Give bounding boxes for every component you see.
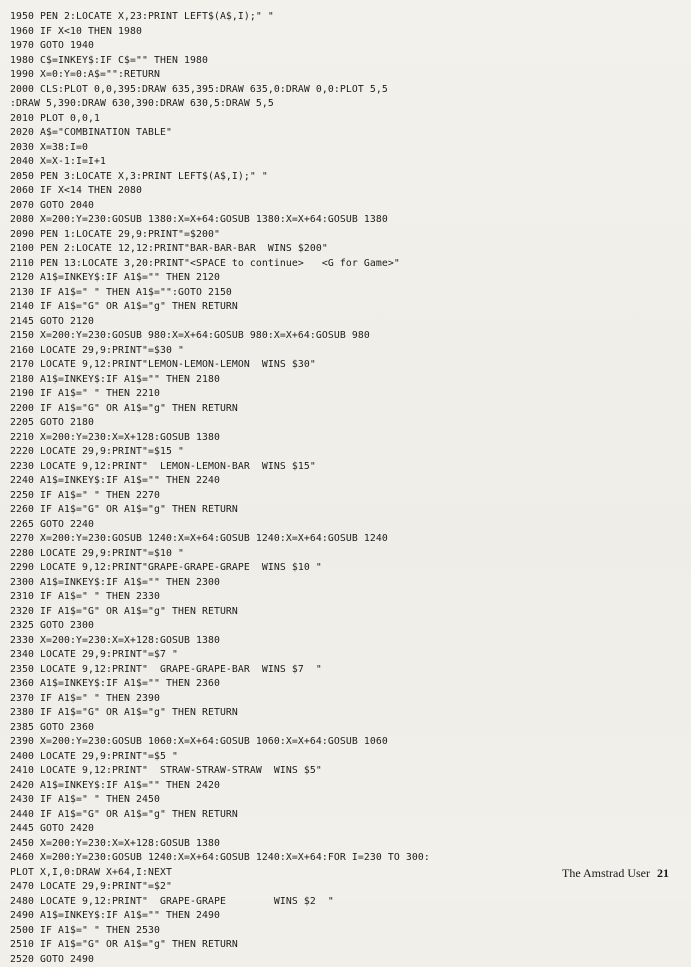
code-line: 2145 GOTO 2120 [10, 315, 680, 330]
code-line: 2265 GOTO 2240 [10, 518, 680, 533]
code-line: 2470 LOCATE 29,9:PRINT"=$2" [10, 880, 680, 895]
code-line: 2360 A1$=INKEY$:IF A1$="" THEN 2360 [10, 677, 680, 692]
code-line: 2490 A1$=INKEY$:IF A1$="" THEN 2490 [10, 909, 680, 924]
code-line: 1960 IF X<10 THEN 1980 [10, 25, 680, 40]
code-line: 2520 GOTO 2490 [10, 953, 680, 967]
code-line: 2230 LOCATE 9,12:PRINT" LEMON-LEMON-BAR WINS $15" [10, 460, 680, 475]
code-line: 2205 GOTO 2180 [10, 416, 680, 431]
code-line: 2400 LOCATE 29,9:PRINT"=$5 " [10, 750, 680, 765]
code-line: 1990 X=0:Y=0:A$="":RETURN [10, 68, 680, 83]
code-line: 2080 X=200:Y=230:GOSUB 1380:X=X+64:GOSUB 1380:X=X+64:GOSUB 1380 [10, 213, 680, 228]
code-line: 2450 X=200:Y=230:X=X+128:GOSUB 1380 [10, 837, 680, 852]
code-line: 2460 X=200:Y=230:GOSUB 1240:X=X+64:GOSUB 1240:X=X+64:FOR I=230 TO 300: [10, 851, 680, 866]
code-line: 2430 IF A1$=" " THEN 2450 [10, 793, 680, 808]
page-number: 21 [657, 866, 669, 880]
code-line: 2040 X=X-1:I=I+1 [10, 155, 680, 170]
code-line: 2380 IF A1$="G" OR A1$="g" THEN RETURN [10, 706, 680, 721]
code-line: :DRAW 5,390:DRAW 630,390:DRAW 630,5:DRAW 5,5 [10, 97, 680, 112]
code-line: 2200 IF A1$="G" OR A1$="g" THEN RETURN [10, 402, 680, 417]
publication-name: The Amstrad User [562, 866, 650, 880]
code-line: 2410 LOCATE 9,12:PRINT" STRAW-STRAW-STRAW WINS $5" [10, 764, 680, 779]
code-line: 2310 IF A1$=" " THEN 2330 [10, 590, 680, 605]
page-footer [562, 866, 669, 881]
code-line: 2140 IF A1$="G" OR A1$="g" THEN RETURN [10, 300, 680, 315]
code-line: 2260 IF A1$="G" OR A1$="g" THEN RETURN [10, 503, 680, 518]
code-line: 2070 GOTO 2040 [10, 199, 680, 214]
code-line: 2060 IF X<14 THEN 2080 [10, 184, 680, 199]
code-line: 2130 IF A1$=" " THEN A1$="":GOTO 2150 [10, 286, 680, 301]
code-line: 2340 LOCATE 29,9:PRINT"=$7 " [10, 648, 680, 663]
code-line: 2110 PEN 13:LOCATE 3,20:PRINT"<SPACE to continue> <G for Game>" [10, 257, 680, 272]
code-line: 2390 X=200:Y=230:GOSUB 1060:X=X+64:GOSUB 1060:X=X+64:GOSUB 1060 [10, 735, 680, 750]
code-line: 1980 C$=INKEY$:IF C$="" THEN 1980 [10, 54, 680, 69]
code-line: 2170 LOCATE 9,12:PRINT"LEMON-LEMON-LEMON WINS $30" [10, 358, 680, 373]
code-line: 2370 IF A1$=" " THEN 2390 [10, 692, 680, 707]
code-line: PLOT X,I,0:DRAW X+64,I:NEXT [10, 866, 680, 881]
code-line: 2000 CLS:PLOT 0,0,395:DRAW 635,395:DRAW 635,0:DRAW 0,0:PLOT 5,5 [10, 83, 680, 98]
code-line: 2510 IF A1$="G" OR A1$="g" THEN RETURN [10, 938, 680, 953]
code-line: 2030 X=38:I=0 [10, 141, 680, 156]
code-line: 2050 PEN 3:LOCATE X,3:PRINT LEFT$(A$,I);" " [10, 170, 680, 185]
code-line: 2320 IF A1$="G" OR A1$="g" THEN RETURN [10, 605, 680, 620]
code-line: 2290 LOCATE 9,12:PRINT"GRAPE-GRAPE-GRAPE WINS $10 " [10, 561, 680, 576]
code-line: 2150 X=200:Y=230:GOSUB 980:X=X+64:GOSUB 980:X=X+64:GOSUB 980 [10, 329, 680, 344]
code-line: 2100 PEN 2:LOCATE 12,12:PRINT"BAR-BAR-BAR WINS $200" [10, 242, 680, 257]
code-line: 2020 A$="COMBINATION TABLE" [10, 126, 680, 141]
code-line: 1970 GOTO 1940 [10, 39, 680, 54]
code-line: 2440 IF A1$="G" OR A1$="g" THEN RETURN [10, 808, 680, 823]
code-line: 2190 IF A1$=" " THEN 2210 [10, 387, 680, 402]
code-line: 2500 IF A1$=" " THEN 2530 [10, 924, 680, 939]
code-line: 2160 LOCATE 29,9:PRINT"=$30 " [10, 344, 680, 359]
code-line: 2385 GOTO 2360 [10, 721, 680, 736]
code-line: 2180 A1$=INKEY$:IF A1$="" THEN 2180 [10, 373, 680, 388]
code-line: 2210 X=200:Y=230:X=X+128:GOSUB 1380 [10, 431, 680, 446]
code-line: 1950 PEN 2:LOCATE X,23:PRINT LEFT$(A$,I);" " [10, 10, 680, 25]
code-line: 2280 LOCATE 29,9:PRINT"=$10 " [10, 547, 680, 562]
code-line: 2325 GOTO 2300 [10, 619, 680, 634]
code-line: 2420 A1$=INKEY$:IF A1$="" THEN 2420 [10, 779, 680, 794]
basic-program-listing [10, 10, 680, 967]
code-line: 2445 GOTO 2420 [10, 822, 680, 837]
code-line: 2270 X=200:Y=230:GOSUB 1240:X=X+64:GOSUB 1240:X=X+64:GOSUB 1240 [10, 532, 680, 547]
code-line: 2480 LOCATE 9,12:PRINT" GRAPE-GRAPE WINS $2 " [10, 895, 680, 910]
code-line: 2220 LOCATE 29,9:PRINT"=$15 " [10, 445, 680, 460]
code-line: 2090 PEN 1:LOCATE 29,9:PRINT"=$200" [10, 228, 680, 243]
code-line: 2120 A1$=INKEY$:IF A1$="" THEN 2120 [10, 271, 680, 286]
code-line: 2350 LOCATE 9,12:PRINT" GRAPE-GRAPE-BAR WINS $7 " [10, 663, 680, 678]
code-line: 2300 A1$=INKEY$:IF A1$="" THEN 2300 [10, 576, 680, 591]
code-line: 2330 X=200:Y=230:X=X+128:GOSUB 1380 [10, 634, 680, 649]
code-line: 2010 PLOT 0,0,1 [10, 112, 680, 127]
code-line: 2240 A1$=INKEY$:IF A1$="" THEN 2240 [10, 474, 680, 489]
code-line: 2250 IF A1$=" " THEN 2270 [10, 489, 680, 504]
